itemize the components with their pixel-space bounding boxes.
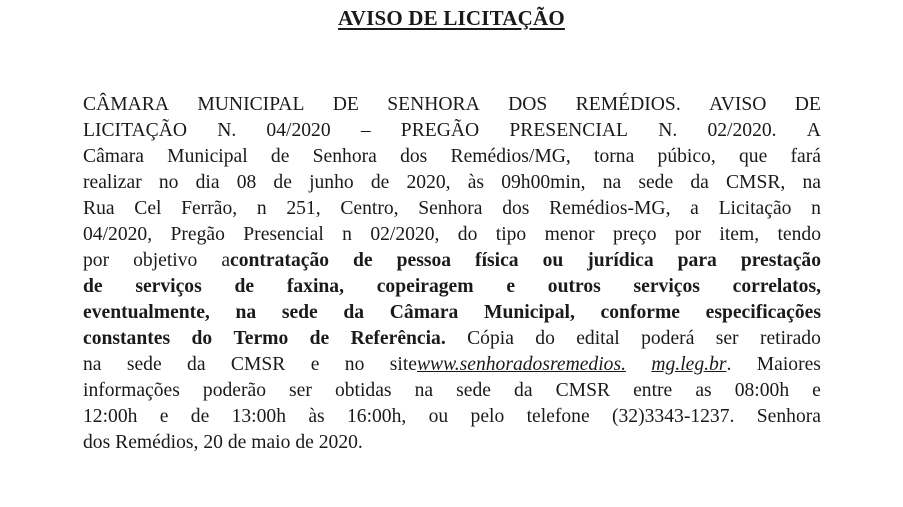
paragraph-line: 04/2020, Pregão Presencial n 02/2020, do tipo menor preço por item, tendo <box>83 224 821 245</box>
paragraph-line: realizar no dia 08 de junho de 2020, às 09h00min, na sede da CMSR, na <box>83 172 821 193</box>
paragraph-line: 12:00h e de 13:00h às 16:00h, ou pelo telefone (32)3343-1237. Senhora <box>83 406 821 427</box>
paragraph-line: LICITAÇÃO N. 04/2020 – PREGÃO PRESENCIAL N. 02/2020. A <box>83 120 821 141</box>
website-link[interactable]: mg.leg.br <box>651 354 727 375</box>
paragraph-line: CÂMARA MUNICIPAL DE SENHORA DOS REMÉDIOS. AVISO DE <box>83 94 821 115</box>
paragraph-line: Rua Cel Ferrão, n 251, Centro, Senhora dos Remédios-MG, a Licitação n <box>83 198 821 219</box>
document-body <box>83 92 821 456</box>
paragraph-line: Câmara Municipal de Senhora dos Remédios/MG, torna púbico, que fará <box>83 146 821 167</box>
website-link[interactable]: www.senhoradosremedios. <box>416 354 626 375</box>
paragraph-line: constantes do Termo de Referência. Cópia do edital poderá ser retirado <box>83 328 821 349</box>
paragraph-line: eventualmente, na sede da Câmara Municipal, conforme especificações <box>83 302 821 323</box>
document-title: AVISO DE LICITAÇÃO <box>338 6 565 30</box>
paragraph-line: dos Remédios, 20 de maio de 2020. <box>83 432 363 453</box>
paragraph-line: de serviços de faxina, copeiragem e outros serviços correlatos, <box>83 276 821 297</box>
paragraph-line: por objetivo acontratação de pessoa física ou jurídica para prestação <box>83 250 821 271</box>
paragraph-line: na sede da CMSR e no sitewww.senhoradosremedios. mg.leg.br. Maiores <box>83 354 821 375</box>
paragraph-line: informações poderão ser obtidas na sede da CMSR entre as 08:00h e <box>83 380 821 401</box>
